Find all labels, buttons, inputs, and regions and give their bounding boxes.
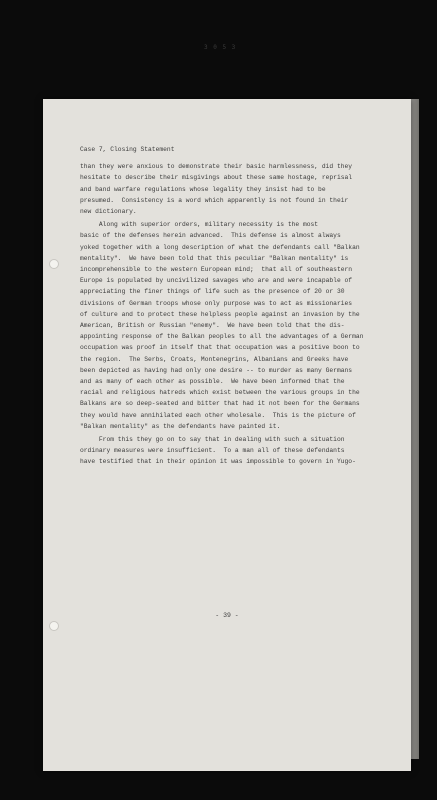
text-line: appointing response of the Balkan peoples to all the advantages of a German [80,333,364,341]
text-line: Balkans are so deep-seated and bitter that had it not been for the Germans [80,400,360,408]
text-line: Europe is populated by uncivilized savages who are and were incapable of [80,277,353,285]
document-header: Case 7, Closing Statement [80,146,175,153]
page-number: - 39 - [215,612,239,619]
page-edge-shadow [411,99,419,759]
text-line: From this they go on to say that in dealing with such a situation [80,436,345,444]
text-line: appreciating the finer things of life such as the presence of 20 or 30 [80,288,345,296]
text-line: hesitate to describe their misgivings about these same hostage, reprisal [80,174,353,182]
text-line: the region. The Serbs, Croats, Montenegrins, Albanians and Greeks have [80,355,349,363]
text-line: incomprehensible to the western European mind; that all of southeastern [80,266,353,274]
text-line: American, British or Russian "enemy". We have been told that the dis- [80,322,345,330]
document-body [80,144,390,468]
punch-hole-lower [49,621,59,631]
text-line: divisions of German troops whose only purpose was to act as missionaries [80,299,353,307]
text-line: presumed. Consistency is a word which apparently is not found in their [80,196,349,204]
text-line: of culture and to protect these helpless people against an invasion by the [80,310,360,318]
punch-hole-upper [49,259,59,269]
text-line: racial and religious hatreds which exist between the various groups in the [80,389,360,397]
text-line: new dictionary. [80,208,137,216]
text-line: have testified that in their opinion it was impossible to govern in Yugo- [80,458,356,466]
text-line: Along with superior orders, military necessity is the most [80,221,319,229]
text-line: than they were anxious to demonstrate their basic harmlessness, did they [80,163,353,171]
text-line: ordinary measures were insufficient. To a man all of these defendants [80,447,345,455]
text-line: they would have annihilated each other wholesale. This is the picture of [80,411,356,419]
frame-number: 3 0 5 3 [204,44,237,51]
text-line: yoked together with a long description of what the defendants call "Balkan [80,243,360,251]
text-line: been depicted as having had only one desire -- to murder as many Germans [80,366,353,374]
text-line: occupation was proof in itself that that occupation was a positive boon to [80,344,360,352]
text-line: mentality". We have been told that this peculiar "Balkan mentality" is [80,254,349,262]
text-lines [80,161,390,467]
document-page [43,99,411,771]
text-line: and as many of each other as possible. We have been informed that the [80,378,345,386]
text-line: "Balkan mentality" as the defendants have painted it. [80,422,281,430]
text-line: and band warfare regulations whose legality they insist had to be [80,185,326,193]
text-line: basic of the defenses herein advanced. This defense is almost always [80,232,341,240]
